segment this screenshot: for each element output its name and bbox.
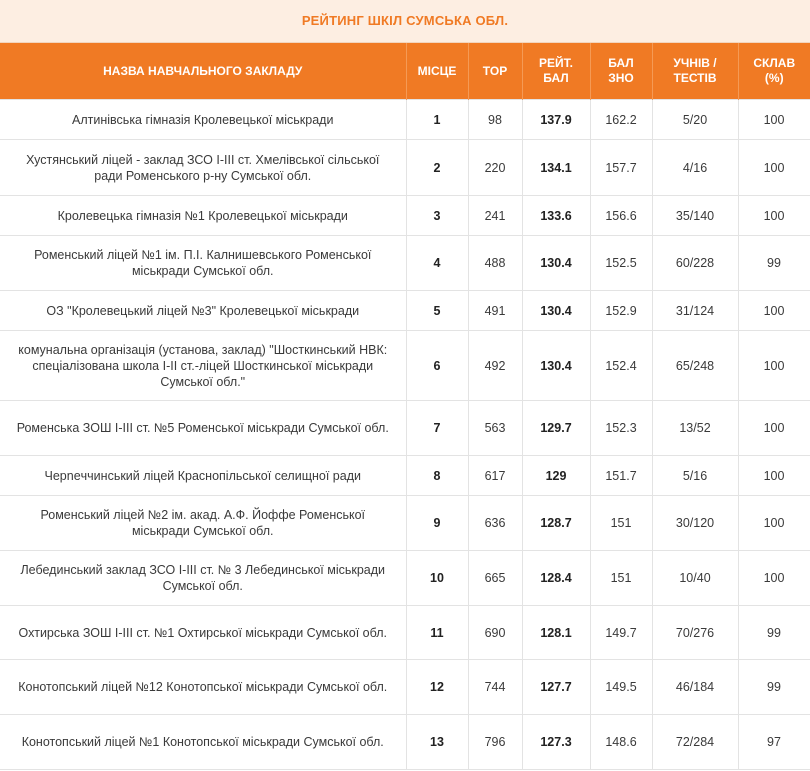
school-name: Черneччинський ліцей Краснопільської селищної ради <box>0 456 406 496</box>
top-cell: 796 <box>468 715 522 770</box>
zno-cell: 152.5 <box>590 236 652 291</box>
students-cell: 70/276 <box>652 606 738 660</box>
students-cell: 31/124 <box>652 291 738 331</box>
top-cell: 220 <box>468 140 522 196</box>
table-title: РЕЙТИНГ ШКІЛ СУМСЬКА ОБЛ. <box>0 0 810 43</box>
column-header-students: УЧНІВ / ТЕСТІВ <box>652 43 738 100</box>
table-row <box>0 660 810 715</box>
top-cell: 690 <box>468 606 522 660</box>
table-row <box>0 291 810 331</box>
school-name: Роменська ЗОШ І-ІІІ ст. №5 Роменської міськради Сумської обл. <box>0 401 406 456</box>
place-cell: 5 <box>406 291 468 331</box>
place-cell: 2 <box>406 140 468 196</box>
table-row <box>0 606 810 660</box>
zno-cell: 162.2 <box>590 100 652 140</box>
table-row <box>0 196 810 236</box>
students-cell: 46/184 <box>652 660 738 715</box>
school-name: Конотопський ліцей №1 Конотопської міськради Сумської обл. <box>0 715 406 770</box>
top-cell: 636 <box>468 496 522 551</box>
composition-cell: 100 <box>738 331 810 401</box>
table-row <box>0 551 810 606</box>
students-cell: 65/248 <box>652 331 738 401</box>
students-cell: 10/40 <box>652 551 738 606</box>
zno-cell: 149.5 <box>590 660 652 715</box>
zno-cell: 151 <box>590 551 652 606</box>
school-name: Алтинівська гімназія Кролевецької міськради <box>0 100 406 140</box>
place-cell: 4 <box>406 236 468 291</box>
table-row <box>0 331 810 401</box>
students-cell: 4/16 <box>652 140 738 196</box>
top-cell: 744 <box>468 660 522 715</box>
composition-cell: 97 <box>738 715 810 770</box>
rating-cell: 128.7 <box>522 496 590 551</box>
composition-cell: 100 <box>738 140 810 196</box>
rating-cell: 134.1 <box>522 140 590 196</box>
zno-cell: 149.7 <box>590 606 652 660</box>
school-name: Лебединський заклад ЗСО І-ІІІ ст. № 3 Лебединської міськради Сумської обл. <box>0 551 406 606</box>
school-name: ОЗ "Кролевецький ліцей №3" Кролевецької міськради <box>0 291 406 331</box>
rating-cell: 129.7 <box>522 401 590 456</box>
composition-cell: 99 <box>738 660 810 715</box>
place-cell: 10 <box>406 551 468 606</box>
table-row <box>0 236 810 291</box>
zno-cell: 152.4 <box>590 331 652 401</box>
composition-cell: 99 <box>738 236 810 291</box>
place-cell: 9 <box>406 496 468 551</box>
top-cell: 488 <box>468 236 522 291</box>
zno-cell: 152.3 <box>590 401 652 456</box>
table-row <box>0 100 810 140</box>
rating-cell: 130.4 <box>522 236 590 291</box>
column-header-rating: РЕЙТ. БАЛ <box>522 43 590 100</box>
column-header-zno: БАЛ ЗНО <box>590 43 652 100</box>
table-header-row <box>0 43 810 100</box>
top-cell: 665 <box>468 551 522 606</box>
table-row <box>0 401 810 456</box>
rating-cell: 127.7 <box>522 660 590 715</box>
place-cell: 8 <box>406 456 468 496</box>
top-cell: 492 <box>468 331 522 401</box>
school-name: Роменський ліцей №1 ім. П.І. Калнишевського Роменської міськради Сумської обл. <box>0 236 406 291</box>
column-header-top: TOP <box>468 43 522 100</box>
composition-cell: 100 <box>738 196 810 236</box>
school-name: Конотопський ліцей №12 Конотопської міськради Сумської обл. <box>0 660 406 715</box>
top-cell: 563 <box>468 401 522 456</box>
students-cell: 30/120 <box>652 496 738 551</box>
place-cell: 1 <box>406 100 468 140</box>
composition-cell: 100 <box>738 291 810 331</box>
zno-cell: 148.6 <box>590 715 652 770</box>
zno-cell: 152.9 <box>590 291 652 331</box>
school-name: Хустянський ліцей - заклад ЗСО І-ІІІ ст. Хмелівської сільської ради Роменського р-ну Сумської обл. <box>0 140 406 196</box>
composition-cell: 100 <box>738 100 810 140</box>
place-cell: 6 <box>406 331 468 401</box>
school-name: комунальна організація (установа, заклад) "Шосткинський НВК: спеціалізована школа І-ІІ ст.-ліцей Шосткинської міськради Сумської обл." <box>0 331 406 401</box>
rating-cell: 137.9 <box>522 100 590 140</box>
rating-cell: 128.1 <box>522 606 590 660</box>
rating-table <box>0 43 810 770</box>
composition-cell: 100 <box>738 496 810 551</box>
zno-cell: 151 <box>590 496 652 551</box>
rating-cell: 127.3 <box>522 715 590 770</box>
students-cell: 72/284 <box>652 715 738 770</box>
zno-cell: 151.7 <box>590 456 652 496</box>
students-cell: 60/228 <box>652 236 738 291</box>
table-row <box>0 456 810 496</box>
top-cell: 241 <box>468 196 522 236</box>
rating-cell: 129 <box>522 456 590 496</box>
place-cell: 3 <box>406 196 468 236</box>
top-cell: 491 <box>468 291 522 331</box>
place-cell: 13 <box>406 715 468 770</box>
school-name: Охтирська ЗОШ І-ІІІ ст. №1 Охтирської міськради Сумської обл. <box>0 606 406 660</box>
top-cell: 98 <box>468 100 522 140</box>
composition-cell: 100 <box>738 456 810 496</box>
students-cell: 5/20 <box>652 100 738 140</box>
table-row <box>0 496 810 551</box>
students-cell: 35/140 <box>652 196 738 236</box>
students-cell: 5/16 <box>652 456 738 496</box>
column-header-name: НАЗВА НАВЧАЛЬНОГО ЗАКЛАДУ <box>0 43 406 100</box>
table-row <box>0 715 810 770</box>
top-cell: 617 <box>468 456 522 496</box>
composition-cell: 100 <box>738 551 810 606</box>
rating-cell: 128.4 <box>522 551 590 606</box>
place-cell: 12 <box>406 660 468 715</box>
rating-cell: 130.4 <box>522 291 590 331</box>
school-name: Роменський ліцей №2 ім. акад. А.Ф. Йоффе Роменської міськради Сумської обл. <box>0 496 406 551</box>
composition-cell: 99 <box>738 606 810 660</box>
table-row <box>0 140 810 196</box>
rating-cell: 130.4 <box>522 331 590 401</box>
composition-cell: 100 <box>738 401 810 456</box>
place-cell: 7 <box>406 401 468 456</box>
school-name: Кролевецька гімназія №1 Кролевецької міськради <box>0 196 406 236</box>
zno-cell: 157.7 <box>590 140 652 196</box>
place-cell: 11 <box>406 606 468 660</box>
rating-cell: 133.6 <box>522 196 590 236</box>
column-header-place: МІСЦЕ <box>406 43 468 100</box>
students-cell: 13/52 <box>652 401 738 456</box>
zno-cell: 156.6 <box>590 196 652 236</box>
column-header-composition: СКЛАВ (%) <box>738 43 810 100</box>
